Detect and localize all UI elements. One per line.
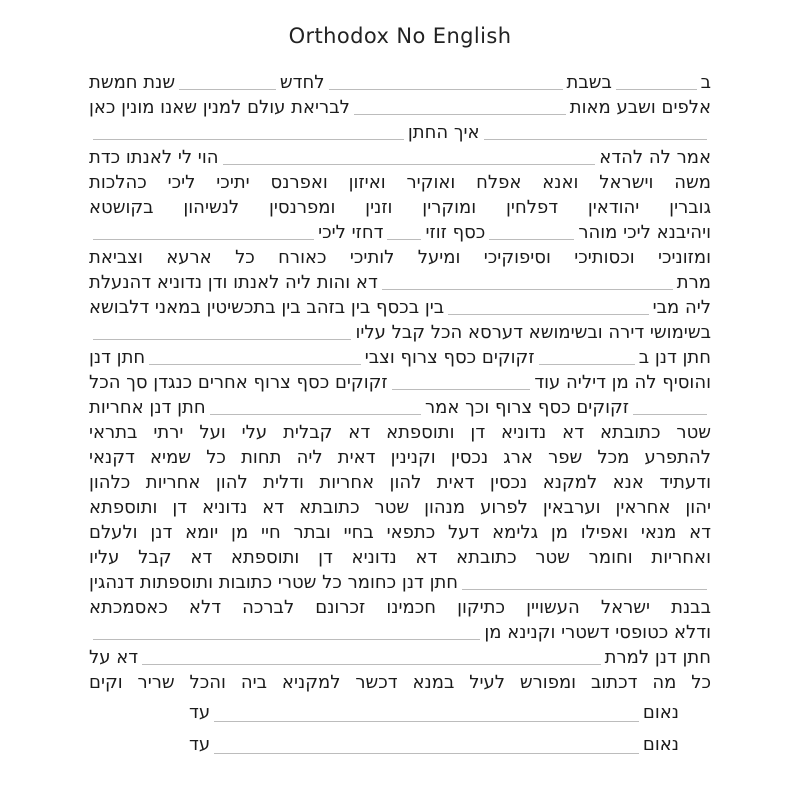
text-segment: והוסיף לה מן דיליה עוד (534, 372, 711, 393)
blank-field (484, 139, 707, 140)
text-segment: בשבת (566, 72, 612, 93)
text-segment: חתן דנן (89, 347, 146, 368)
blank-field (392, 389, 531, 390)
ketubah-line-9 (89, 270, 711, 295)
blank-field (382, 289, 673, 290)
text-segment: חתן דנן למרת (604, 647, 711, 668)
text-segment: דא מנאי ואפילו מן גלימא דעל כתפאי בחיי ובתר חיי מן יומא דנן ולעלם (89, 522, 711, 543)
blank-field (149, 364, 361, 365)
ketubah-line-25 (89, 670, 711, 695)
blank-field (539, 364, 635, 365)
text-segment: אמר לה להדא (599, 147, 711, 168)
ketubah-line-21 (89, 570, 711, 595)
blank-field (179, 89, 276, 90)
ketubah-text-body (89, 70, 711, 759)
ketubah-line-17 (89, 470, 711, 495)
text-segment: בבנת ישראל העשויין כתיקון חכמינו זכרונם לברכה דלא כאסמכתא (89, 597, 711, 618)
ketubah-line-8 (89, 245, 711, 270)
text-segment: זקוקים כסף צרוף וצבי (364, 347, 535, 368)
ketubah-line-12 (89, 345, 711, 370)
text-segment: עד (189, 734, 211, 755)
text-segment: עד (189, 702, 211, 723)
ketubah-line-1 (89, 70, 711, 95)
ketubah-line-5 (89, 170, 711, 195)
blank-field (93, 139, 404, 140)
ketubah-line-16 (89, 445, 711, 470)
text-segment: ומזוניכי וכסותיכי וסיפוקיכי ומיעל לותיכי כאורח כל ארעא וצביאת (89, 247, 711, 268)
text-segment: דא והות ליה לאנתו ודן נדוניא דהנעלת (89, 272, 378, 293)
blank-field (214, 721, 639, 722)
text-segment: בין בכסף בין בזהב בין בתכשיטין במאני דלבושא (89, 297, 445, 318)
ketubah-line-6 (89, 195, 711, 220)
ketubah-line-27 (89, 730, 711, 759)
ketubah-line-20 (89, 545, 711, 570)
text-segment: להתפרע מכל שפר ארג נכסין וקנינין דאית ליה תחות כל שמיא דקנאי (89, 447, 711, 468)
blank-field (210, 414, 421, 415)
blank-field (93, 339, 351, 340)
blank-field (93, 239, 314, 240)
text-segment: שנת חמשת (89, 72, 176, 93)
ketubah-line-14 (89, 395, 711, 420)
ketubah-line-19 (89, 520, 711, 545)
text-segment: מרת (676, 272, 711, 293)
text-segment: בשימושי דירה ובשימושא דערסא הכל קבל עליו (355, 322, 711, 343)
text-segment: לבריאת עולם למנין שאנו מונין כאן (89, 97, 350, 118)
text-segment: נאום (642, 734, 679, 755)
ketubah-line-18 (89, 495, 711, 520)
ketubah-line-3 (89, 120, 711, 145)
text-segment: לחדש (279, 72, 325, 93)
blank-field (142, 664, 601, 665)
text-segment: ויהיבנא ליכי מוהר (578, 222, 711, 243)
ketubah-line-11 (89, 320, 711, 345)
text-segment: זקוקים כסף צרוף וכך אמר (425, 397, 630, 418)
text-segment: ב (700, 72, 711, 93)
blank-field (387, 239, 421, 240)
text-segment: כסף זוזי (425, 222, 486, 243)
blank-field (489, 239, 574, 240)
text-segment: כל מה דכתוב ומפורש לעיל במנא דכשר למקניא ביה והכל שריר וקים (89, 672, 711, 693)
text-segment: ודלא כטופסי דשטרי וקנינא מן (484, 622, 711, 643)
blank-field (214, 753, 639, 754)
ketubah-line-26 (89, 698, 711, 727)
ketubah-line-10 (89, 295, 711, 320)
ketubah-line-22 (89, 595, 711, 620)
blank-field (329, 89, 563, 90)
blank-field (448, 314, 648, 315)
text-segment: חתן דנן ב (638, 347, 711, 368)
ketubah-line-15 (89, 420, 711, 445)
text-segment: חתן דנן אחריות (89, 397, 206, 418)
text-segment: שטר כתובתא דא נדוניא דן ותוספתא דא קבלית עלי ועל ירתי בתראי (89, 422, 711, 443)
blank-field (462, 589, 707, 590)
ketubah-line-23 (89, 620, 711, 645)
text-segment: הוי לי לאנתו כדת (89, 147, 219, 168)
blank-field (354, 114, 566, 115)
text-segment: משה וישראל ואנא אפלח ואוקיר ואיזון ואפרנס יתיכי ליכי כהלכות (89, 172, 711, 193)
text-segment: זקוקים כסף צרוף אחרים כנגדן סך הכל (89, 372, 388, 393)
text-segment: אלפים ושבע מאות (569, 97, 711, 118)
text-segment: ליה מבי (652, 297, 711, 318)
blank-field (93, 639, 480, 640)
text-segment: ואחריות וחומר שטר כתובתא דא נדוניא דן ותוספתא דא קבל עליו (89, 547, 711, 568)
ketubah-line-13 (89, 370, 711, 395)
ketubah-line-4 (89, 145, 711, 170)
ketubah-line-2 (89, 95, 711, 120)
text-segment: חתן דנן כחומר כל שטרי כתובות ותוספתות דנהגין (89, 572, 459, 593)
ketubah-line-7 (89, 220, 711, 245)
text-segment: נאום (642, 702, 679, 723)
text-segment: גוברין יהודאין דפלחין ומוקרין וזנין ומפרנסין לנשיהון בקושטא (89, 197, 711, 218)
text-segment: איך החתן (407, 122, 480, 143)
ketubah-line-24 (89, 645, 711, 670)
text-segment: דא על (89, 647, 139, 668)
text-segment: דחזי ליכי (318, 222, 384, 243)
blank-field (633, 414, 707, 415)
text-segment: ודעתיד אנא למקנא נכסין דאית להון אחריות ודלית להון אחריות כלהון (89, 472, 711, 493)
blank-field (223, 164, 596, 165)
blank-field (616, 89, 697, 90)
text-segment: יהון אחראין וערבאין לפרוע מנהון שטר כתובתא דא נדוניא דן ותוספתא (89, 497, 711, 518)
page-title: Orthodox No English (288, 24, 512, 48)
